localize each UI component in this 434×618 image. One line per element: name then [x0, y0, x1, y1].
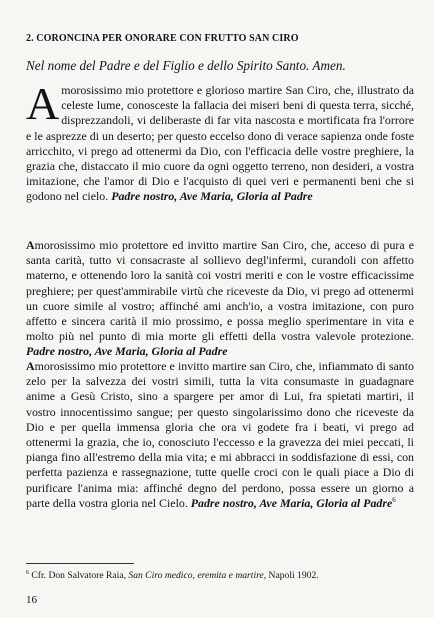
- first-letter: A: [26, 359, 35, 373]
- prayer-paragraph-2: [26, 238, 414, 360]
- paragraph-text: morosissimo mio protettore e glorioso martire San Ciro, che, illustrato da celeste lume, conosceste la fallacia dei miseri beni di questa terra, sicché, disprezzandoli, vi deliberaste di far vita nascosta e mortificata fra l'orrore e le asprezze di un deserto; per questo eccelso dono di verace sapienza onde foste arricchito, vi prego ad ottenermi da Dio, con l'efficacia delle vostre preghiere, la grazia che, distaccato il mio cuore da ogni oggetto terreno, non desideri, a vostra imitazione, che l'amor di Dio e l'acquisto di quei veri e permanenti beni che si godono nel cielo.: [26, 83, 414, 204]
- footnote-title: San Ciro medico, eremita e martire: [128, 570, 264, 582]
- footnote-author: Cfr. Don Salvatore Raia,: [29, 570, 129, 582]
- invocation-line: Nel nome del Padre e del Figlio e dello Spirito Santo. Amen.: [26, 58, 346, 73]
- prayer-closing: Padre nostro, Ave Maria, Gloria al Padre: [111, 189, 313, 204]
- prayer-closing: Padre nostro, Ave Maria, Gloria al Padre: [26, 344, 228, 359]
- paragraph-text: morosissimo mio protettore e invitto martire san Ciro, che, infiammato di santo zelo per la salvezza dei vostri simili, tutta la vita consumaste in guadagnare anime a Gesù Cristo, sino a spargere per amor di Lui, fra spietati martiri, il vostro innocentissimo sangue; per questo singolarissimo dono che riceveste da Dio e per quella immensa gloria che ora vi godete fra i beati, vi prego ad ottenermi la grazia, che io, conosciuto l'eccesso e la gravezza dei miei peccati, li pianga fino all'estremo della mia vita; e mi abbracci in soddisfazione di essi, con perfetta pazienza e rassegnazione, tutte quelle croci con le quali piace a Dio di purificare l'anima mia: affinché degno del perdono, possa essere un giorno a parte della vostra gloria nel Cielo.: [26, 359, 414, 510]
- first-letter: A: [26, 238, 35, 252]
- drop-cap: A: [26, 78, 60, 129]
- footnote-mark: 6: [26, 570, 29, 576]
- footnote-reference: 6: [392, 495, 396, 504]
- footnote-divider: [26, 563, 134, 564]
- prayer-paragraph-1: [26, 78, 414, 205]
- footnote: [26, 570, 418, 581]
- section-heading: 2. CORONCINA PER ONORARE CON FRUTTO SAN CIRO: [26, 33, 299, 44]
- prayer-paragraph-3: [26, 359, 414, 511]
- page-number: 16: [26, 594, 37, 606]
- prayer-closing: Padre nostro, Ave Maria, Gloria al Padre: [190, 495, 393, 510]
- paragraph-text: morosissimo mio protettore ed invitto martire San Ciro, che, acceso di pura e santa carità, tutto vi consacraste al sollievo degl'infermi, curandoli con affetto materno, e ottenendo loro la sanità coi vostri meriti e con le vostre efficacissime preghiere; per quest'ammirabile virtù che riceveste da Dio, vi prego ad ottenermi un cuore simile al vostro; affinché ami anch'io, a vostra imitazione, con puro affetto e sincera carità il mio prossimo, e possa meglio sperimentare in vita e molto più nel punto di mia morte gli effetti della vostra valevole protezione.: [26, 238, 414, 344]
- footnote-rest: , Napoli 1902.: [263, 570, 319, 582]
